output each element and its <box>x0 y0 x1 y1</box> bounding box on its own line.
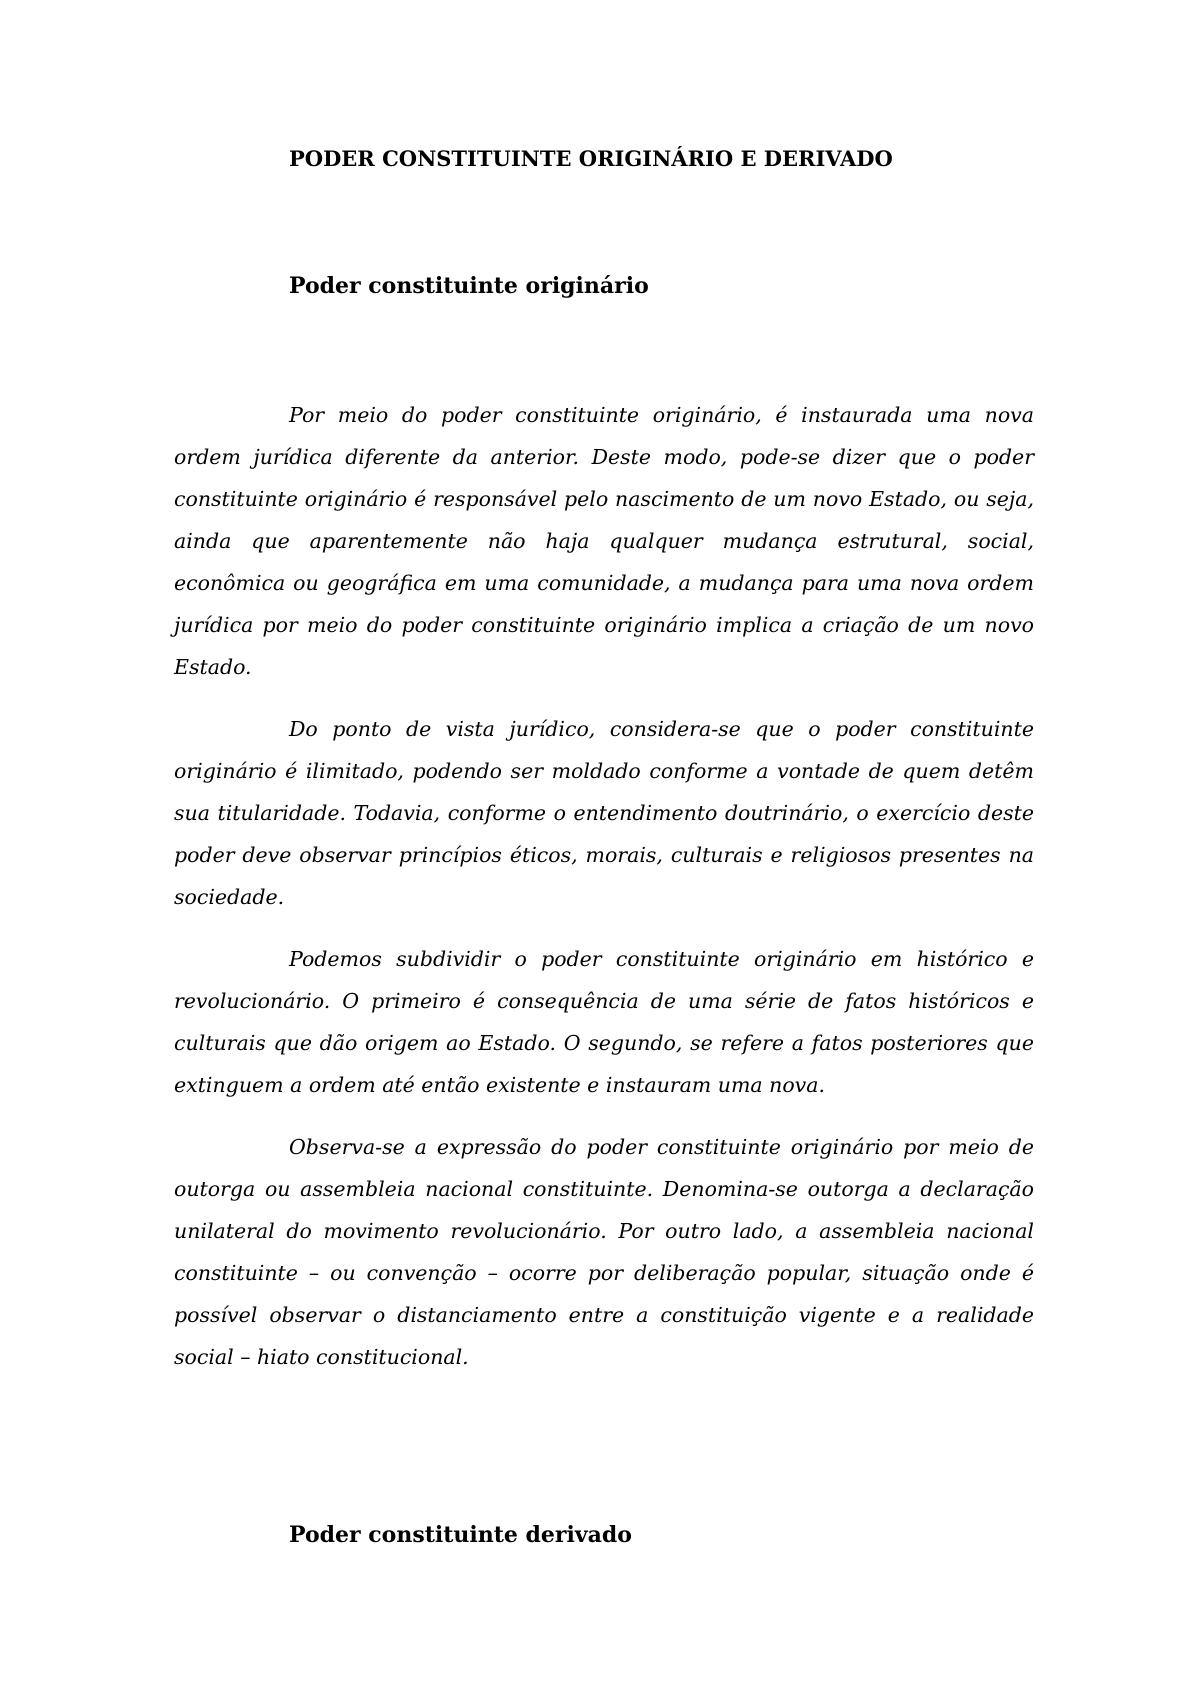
paragraph: Por meio do poder constituinte originário, é instaurada uma nova ordem jurídica diferente da anterior. Deste modo, pode-se dizer que o poder constituinte originário é responsável pelo nascimento de um novo Estado, ou seja, ainda que aparentemente não haja qualquer mudança estrutural, social, econômica ou geográfica em uma comunidade, a mudança para uma nova ordem jurídica por meio do poder constituinte originário implica a criação de um novo Estado. <box>174 403 1034 679</box>
paragraph: Observa-se a expressão do poder constituinte originário por meio de outorga ou assembleia nacional constituinte. Denomina-se outorga a declaração unilateral do movimento revolucionário. Por outro lado, a assembleia nacional constituinte – ou convenção – ocorre por deliberação popular, situação onde é possível observar o distanciamento entre a constituição vigente e a realidade social – hiato constitucional. <box>174 1135 1034 1369</box>
section-body-originario <box>174 394 1034 1398</box>
section-heading-derivado: Poder constituinte derivado <box>289 1522 632 1548</box>
section-heading-originario: Poder constituinte originário <box>289 273 649 299</box>
paragraph: Do ponto de vista jurídico, considera-se que o poder constituinte originário é ilimitado, podendo ser moldado conforme a vontade de quem detêm sua titularidade. Todavia, conforme o entendimento doutrinário, o exercício deste poder deve observar princípios éticos, morais, culturais e religiosos presentes na sociedade. <box>174 717 1034 909</box>
document-title: PODER CONSTITUINTE ORIGINÁRIO E DERIVADO <box>289 146 893 171</box>
paragraph: Podemos subdividir o poder constituinte originário em histórico e revolucionário. O primeiro é consequência de uma série de fatos históricos e culturais que dão origem ao Estado. O segundo, se refere a fatos posteriores que extinguem a ordem até então existente e instauram uma nova. <box>174 947 1034 1097</box>
